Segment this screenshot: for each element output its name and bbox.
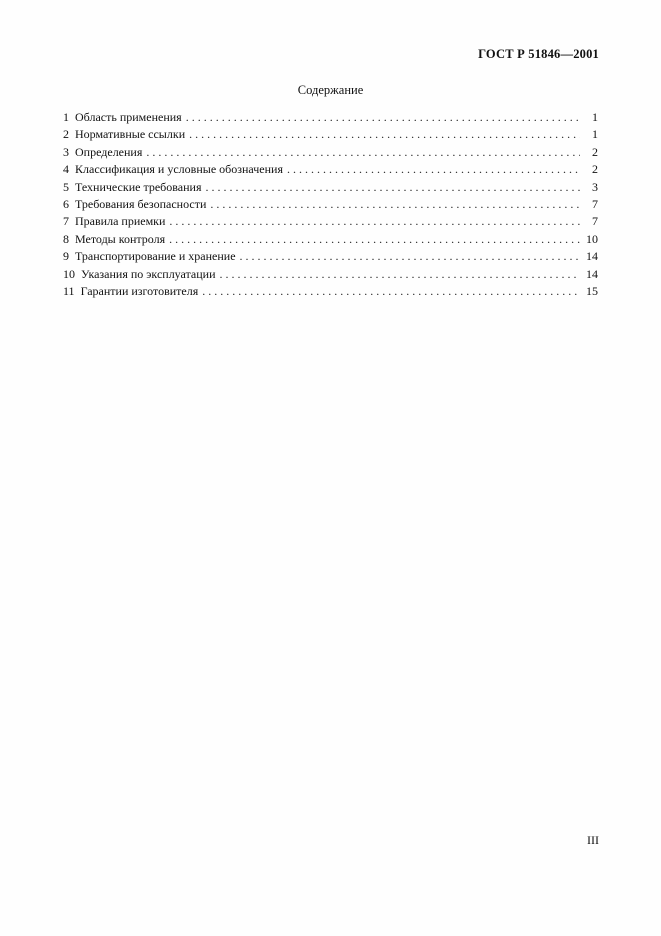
toc-entry-label: Технические требования <box>75 179 202 194</box>
toc-leader-dots <box>169 231 580 248</box>
standard-code-header: ГОСТ Р 51846—2001 <box>478 47 599 61</box>
toc-entry <box>63 231 598 248</box>
toc-entry-number: 1 <box>63 110 69 124</box>
toc-entry-page: 3 <box>592 179 598 194</box>
toc-entry-number: 9 <box>63 249 69 264</box>
toc-entry-number: 4 <box>63 162 69 177</box>
toc-entry-page: 7 <box>592 214 598 229</box>
toc-entry-label: Гарантии изготовителя <box>80 283 199 298</box>
toc-entry-label: Область применения <box>75 110 182 124</box>
toc-entry-number: 11 <box>63 283 75 298</box>
toc-entry-page: 10 <box>586 231 598 246</box>
toc-entry <box>63 109 598 126</box>
toc-entry-number: 5 <box>63 179 69 194</box>
toc-entry <box>63 213 598 230</box>
toc-entry-number: 8 <box>63 231 69 246</box>
toc-entry <box>63 126 598 143</box>
table-of-contents <box>63 109 598 300</box>
toc-entry <box>63 179 598 196</box>
toc-leader-dots <box>220 266 580 283</box>
toc-entry-page: 14 <box>586 266 598 281</box>
toc-entry-label: Нормативные ссылки <box>75 127 186 142</box>
toc-entry-page: 1 <box>592 110 598 124</box>
toc-entry-number: 2 <box>63 127 69 142</box>
toc-entry <box>63 266 598 283</box>
toc-leader-dots <box>287 161 580 178</box>
toc-entry-label: Транспортирование и хранение <box>75 249 236 264</box>
toc-entry-label: Методы контроля <box>75 231 166 246</box>
toc-leader-dots <box>189 126 580 143</box>
toc-entry <box>63 248 598 265</box>
toc-entry-page: 15 <box>586 283 598 298</box>
toc-leader-dots <box>169 213 580 230</box>
toc-leader-dots <box>210 196 580 213</box>
toc-entry-number: 6 <box>63 196 69 211</box>
toc-leader-dots <box>146 144 580 161</box>
toc-entry <box>63 196 598 213</box>
toc-entry-number: 3 <box>63 144 69 159</box>
toc-entry <box>63 161 598 178</box>
toc-leader-dots <box>205 179 580 196</box>
toc-entry-label: Правила приемки <box>75 214 166 229</box>
toc-leader-dots <box>202 283 580 300</box>
toc-entry-page: 1 <box>592 127 598 142</box>
toc-entry-page: 2 <box>592 144 598 159</box>
toc-entry-label: Указания по эксплуатации <box>81 266 216 281</box>
toc-entry-label: Требования безопасности <box>75 196 207 211</box>
toc-leader-dots <box>240 248 580 265</box>
toc-entry-page: 14 <box>586 249 598 264</box>
toc-title: Содержание <box>297 83 364 97</box>
toc-entry-number: 7 <box>63 214 69 229</box>
toc-entry <box>63 144 598 161</box>
toc-entry-number: 10 <box>63 266 75 281</box>
toc-leader-dots <box>186 109 580 126</box>
toc-entry <box>63 283 598 300</box>
toc-entry-label: Классификация и условные обозначения <box>75 162 283 177</box>
toc-entry-page: 2 <box>592 162 598 177</box>
page-number: III <box>587 833 599 847</box>
toc-entry-page: 7 <box>592 196 598 211</box>
toc-entry-label: Определения <box>75 144 143 159</box>
